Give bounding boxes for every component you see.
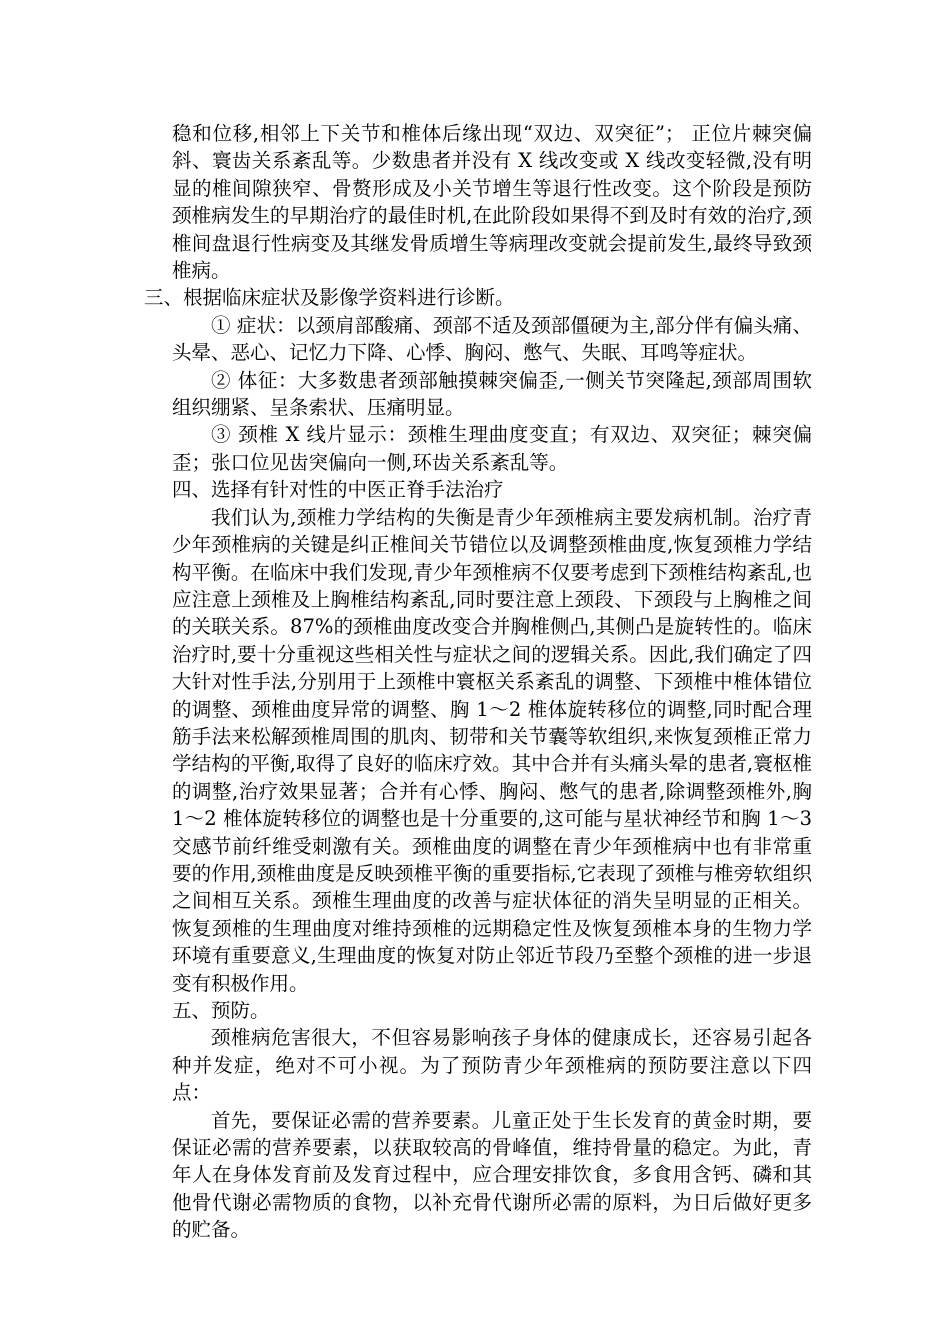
section-heading-4: 四、选择有针对性的中医正脊手法治疗 [172, 478, 504, 502]
paragraph-signs: ② 体征：大多数患者颈部触摸棘突偏歪,一侧关节突隆起,颈部周围软组织绷紧、呈条索状、压痛明显。 [172, 368, 812, 420]
paragraph-symptoms: ① 症状：以颈肩部酸痛、颈部不适及颈部僵硬为主,部分伴有偏头痛、头晕、恶心、记忆力下降、心悸、胸闷、憋气、失眠、耳鸣等症状。 [172, 313, 812, 365]
document-body [144, 120, 812, 1244]
paragraph-continuation: 稳和位移,相邻上下关节和椎体后缘出现“双边、双突征”； 正位片棘突偏斜、寰齿关系紊乱等。少数患者并没有 X 线改变或 X 线改变轻微,没有明显的椎间隙狭窄、骨赘形成及小关节增生等退行性改变。这个阶段是预防颈椎病发生的早期治疗的最佳时机,在此阶段如果得不到及时有效的治疗,颈椎间盘退行性病变及其继发骨质增生等病理改变就会提前发生,最终导致颈椎病。 [172, 122, 812, 283]
paragraph-xray: ③ 颈椎 X 线片显示：颈椎生理曲度变直；有双边、双突征；棘突偏歪；张口位见齿突偏向一侧,环齿关系紊乱等。 [172, 423, 812, 474]
paragraph-prevention-intro: 颈椎病危害很大，不但容易影响孩子身体的健康成长，还容易引起各种并发症，绝对不可小视。为了预防青少年颈椎病的预防要注意以下四点： [172, 1026, 812, 1105]
section-heading-5: 五、预防。 [172, 999, 270, 1022]
paragraph-nutrition: 首先，要保证必需的营养要素。儿童正处于生长发育的黄金时期，要保证必需的营养要素，以获取较高的骨峰值，维持骨量的稳定。为此，青年人在身体发育前及发育过程中，应合理安排饮食，多食用含钙、磷和其他骨代谢必需物质的食物，以补充骨代谢所必需的原料，为日后做好更多的贮备。 [172, 1108, 812, 1242]
section-heading-3: 三、根据临床症状及影像学资料进行诊断。 [144, 286, 515, 310]
paragraph-treatment: 我们认为,颈椎力学结构的失衡是青少年颈椎病主要发病机制。治疗青少年颈椎病的关键是纠正椎间关节错位以及调整颈椎曲度,恢复颈椎力学结构平衡。在临床中我们发现,青少年颈椎病不仅要考虑到下颈椎结构紊乱,也应注意上颈椎及上胸椎结构紊乱,同时要注意上颈段、下颈段与上胸椎之间的关联关系。87%的颈椎曲度改变合并胸椎侧凸,其侧凸是旋转性的。临床治疗时,要十分重视这些相关性与症状之间的逻辑关系。因此,我们确定了四大针对性手法,分别用于上颈椎中寰枢关系紊乱的调整、下颈椎中椎体错位的调整、颈椎曲度异常的调整、胸 1～2 椎体旋转移位的调整,同时配合理筋手法来松解颈椎周围的肌肉、韧带和关节囊等软组织,来恢复颈椎正常力学结构的平衡,取得了良好的临床疗效。其中合并有头痛头晕的患者,寰枢椎的调整,治疗效果显著；合并有心悸、胸闷、憋气的患者,除调整颈椎外,胸 1～2 椎体旋转移位的调整也是十分重要的,这可能与星状神经节和胸 1～3 交感节前纤维受刺激有关。颈椎曲度的调整在青少年颈椎病中也有非常重要的作用,颈椎曲度是反映颈椎平衡的重要指标,它表现了颈椎与椎旁软组织之间相互关系。颈椎生理曲度的改善与症状体征的消失呈明显的正相关。恢复颈椎的生理曲度对维持颈椎的远期稳定性及恢复颈椎本身的生物力学环境有重要意义,生理曲度的恢复对防止邻近节段乃至整个颈椎的进一步退变有积极作用。 [172, 505, 812, 995]
